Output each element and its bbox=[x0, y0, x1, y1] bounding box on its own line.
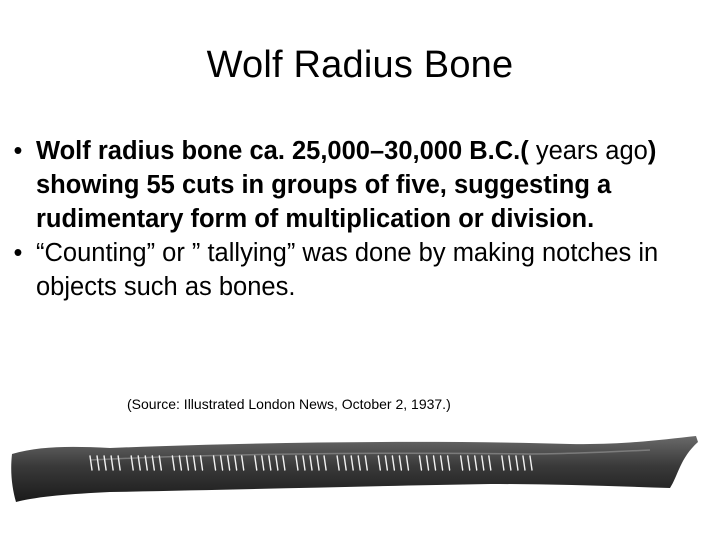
bullet-dot: • bbox=[13, 137, 23, 165]
bullet-1-text-bold-b: ) showing 55 cuts in groups of five, suggesting a rudimentary form of multiplication or division. bbox=[36, 137, 657, 233]
bone-shape bbox=[11, 436, 698, 502]
wolf-bone-image bbox=[10, 432, 700, 508]
source-citation: (Source: Illustrated London News, October 2, 1937.) bbox=[127, 396, 451, 412]
bullet-item-1 bbox=[6, 134, 718, 236]
slide-title: Wolf Radius Bone bbox=[206, 44, 514, 86]
bullet-1-text-bold-a: Wolf radius bone ca. 25,000–30,000 B.C.( bbox=[36, 137, 529, 165]
bullet-2-text: “Counting” or ” tallying” was done by making notches in objects such as bones. bbox=[36, 239, 659, 301]
bullet-item-2 bbox=[6, 236, 718, 304]
bullet-dot: • bbox=[13, 239, 23, 267]
wolf-bone-icon bbox=[10, 432, 700, 508]
bullet-1-text-plain: years ago bbox=[528, 137, 648, 165]
bullet-list bbox=[6, 134, 718, 304]
